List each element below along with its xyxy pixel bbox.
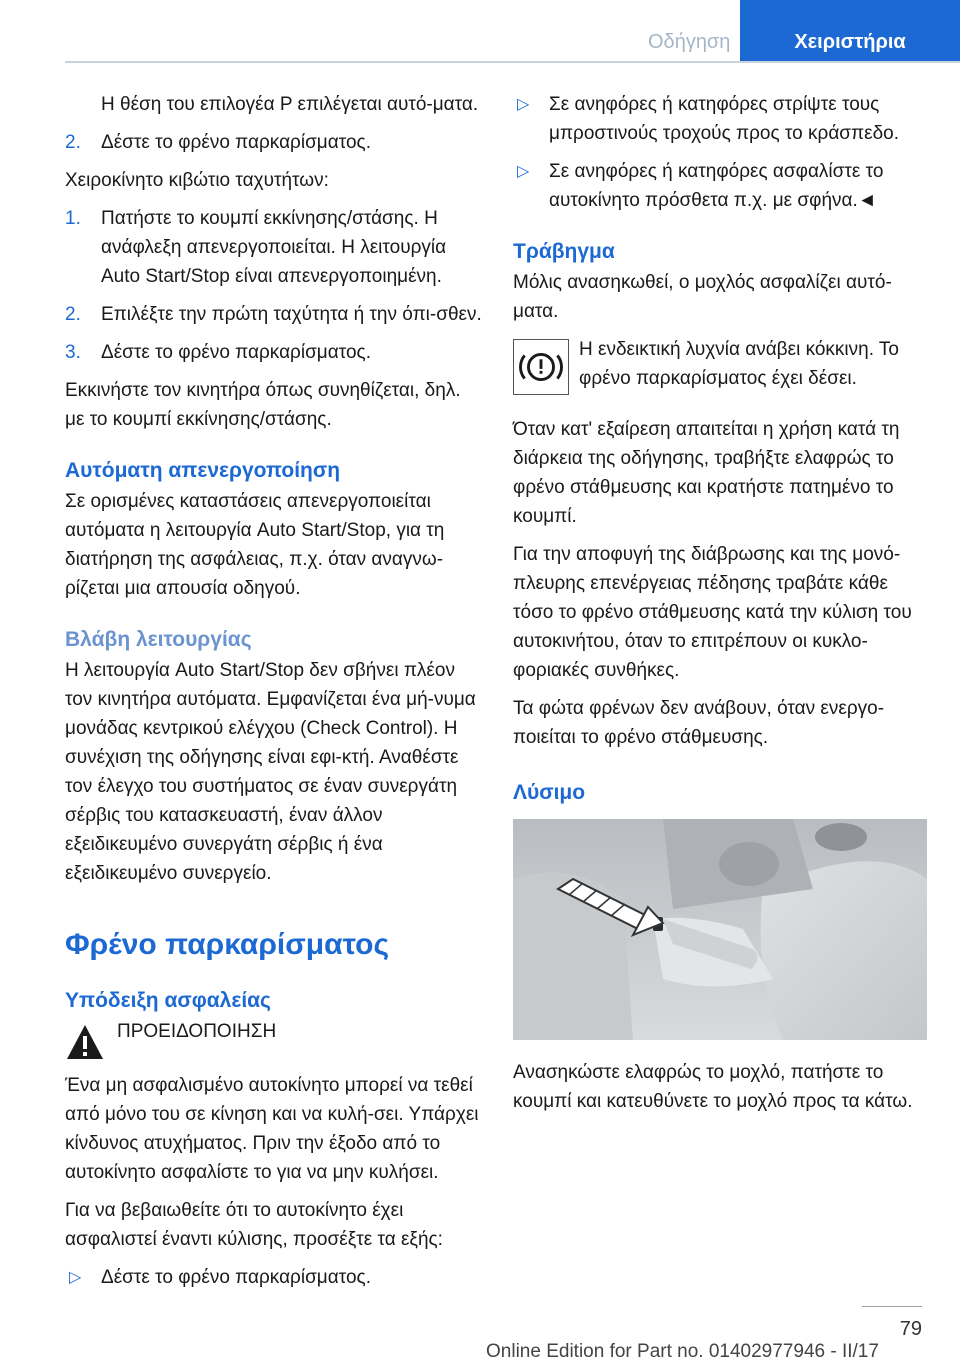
- heading-auto-off: Αυτόματη απενεργοποίηση: [65, 459, 341, 482]
- paragraph-lights: Τα φώτα φρένων δεν ανάβουν, όταν ενεργο-ποιείται το φρένο στάθμευσης.: [513, 698, 885, 748]
- paragraph-wear: Για την αποφυγή της διάβρωσης και της μονό-πλευρης επενέργειας πέδησης τραβάτε κάθε τόσο το φρένο στάθμευσης κατά την κύλιση του αυτοκινήτου, όταν το επιτρέπουν οι κυκλο-φοριακές συνθήκες.: [513, 544, 912, 681]
- heading-release: Λύσιμο: [513, 781, 586, 804]
- list-item: [65, 128, 485, 157]
- paragraph-exception: Όταν κατ' εξαίρεση απαιτείται η χρήση κατά τη διάρκεια της οδήγησης, τραβήξτε ελαφρώς το φρένο στάθμευσης και κρατήστε πατημένο το κουμπί.: [513, 419, 900, 527]
- list-text: Πατήστε το κουμπί εκκίνησης/στάσης. Η ανάφλεξη απενεργοποιείται. Η λειτουργία Auto Start/Stop είναι απενεργοποιημένη.: [101, 208, 447, 287]
- header-rule: [65, 61, 960, 63]
- page-number: 79: [899, 1318, 922, 1340]
- triangle-bullet-icon: ▷: [69, 1269, 82, 1286]
- list-item: [65, 338, 485, 367]
- paragraph-fault: Η λειτουργία Auto Start/Stop δεν σβήνει πλέον τον κινητήρα αυτόματα. Εμφανίζεται ένα μή-νυμα μονάδας κεντρικού ελέγχου (Check Control). Η συνέχιση της οδήγησης είναι εφι-κτή. Αναθέστε τον έλεγχο του συστήματος σε έναν συνεργάτη σέρβις του κατασκευαστή, έναν άλλον εξειδικευμένο συνεργάτη σέρβις ή ένα εξειδικευμένο συνεργείο.: [65, 660, 476, 884]
- bullet-text: Δέστε το φρένο παρκαρίσματος.: [101, 1267, 371, 1288]
- heading-safety: Υπόδειξη ασφαλείας: [65, 989, 271, 1012]
- heading-pull: Τράβηγμα: [513, 240, 615, 263]
- bullet-text: Σε ανηφόρες ή κατηφόρες στρίψτε τους μπροστινούς τροχούς προς το κράσπεδο.: [549, 94, 900, 144]
- bullet-item: [513, 90, 933, 148]
- bullet-item: [513, 157, 933, 215]
- left-column: [65, 90, 485, 1301]
- warning-block: [65, 1017, 485, 1075]
- paragraph-secure: Για να βεβαιωθείτε ότι το αυτοκίνητο έχει ασφαλιστεί έναντι κύλισης, προσέξτε τα εξής:: [65, 1200, 443, 1250]
- warning-label: ΠΡΟΕΙΔΟΠΟΙΗΣΗ: [117, 1021, 277, 1042]
- bullet-item: [65, 1263, 485, 1292]
- list-number: 2.: [65, 132, 81, 153]
- list-text: Δέστε το φρένο παρκαρίσματος.: [101, 342, 371, 363]
- footer-rule: [862, 1306, 922, 1307]
- lamp-text: Η ενδεικτική λυχνία ανάβει κόκκινη. Το φρένο παρκαρίσματος έχει δέσει.: [579, 339, 899, 389]
- tab-controls[interactable]: Χειριστήρια: [740, 0, 960, 61]
- right-column: [513, 90, 933, 1125]
- section-title-parking-brake: Φρένο παρκαρίσματος: [65, 928, 390, 961]
- list-item: [65, 204, 485, 291]
- tab-driving[interactable]: Οδήγηση: [648, 31, 731, 53]
- heading-fault: Βλάβη λειτουργίας: [65, 628, 252, 651]
- list-number: 2.: [65, 304, 81, 325]
- edition-note: Online Edition for Part no. 01402977946 - II/17: [486, 1341, 879, 1362]
- triangle-bullet-icon: ▷: [517, 163, 530, 180]
- paragraph-restart: Εκκινήστε τον κινητήρα όπως συνηθίζεται, δηλ. με το κουμπί εκκίνησης/στάσης.: [65, 380, 461, 430]
- parking-brake-lever-photo: [513, 819, 927, 1040]
- paragraph-release: Ανασηκώστε ελαφρώς το μοχλό, πατήστε το κουμπί και κατευθύνετε το μοχλό προς τα κάτω.: [513, 1062, 913, 1112]
- list-text: Επιλέξτε την πρώτη ταχύτητα ή την όπι-σθεν.: [101, 304, 482, 325]
- list-item: [65, 300, 485, 329]
- list-number: 1.: [65, 208, 81, 229]
- list-number: 3.: [65, 342, 81, 363]
- paragraph-auto-off: Σε ορισμένες καταστάσεις απενεργοποιείται αυτόματα η λειτουργία Auto Start/Stop, για τη διατήρηση της ασφάλειας, π.χ. όταν αναγνω-ρίζεται μια απουσία οδηγού.: [65, 491, 445, 599]
- warning-triangle-icon: [65, 1023, 105, 1061]
- triangle-bullet-icon: ▷: [517, 96, 530, 113]
- paragraph-selector-p: Η θέση του επιλογέα P επιλέγεται αυτό-ματα.: [101, 94, 479, 115]
- section-tabs: [624, 0, 960, 61]
- warning-text: Ένα μη ασφαλισμένο αυτοκίνητο μπορεί να τεθεί από μόνο του σε κίνηση και να κυλή-σει. Υπάρχει κίνδυνος ατυχήματος. Πριν την έξοδο από το αυτοκίνητο ασφαλίστε το για να μην κυλήσει.: [65, 1075, 479, 1183]
- paragraph-manual-intro: Χειροκίνητο κιβώτιο ταχυτήτων:: [65, 170, 329, 191]
- bullet-text: Σε ανηφόρες ή κατηφόρες ασφαλίστε το αυτοκίνητο πρόσθετα π.χ. με σφήνα.◄: [549, 161, 884, 211]
- indicator-lamp-block: [513, 335, 933, 401]
- paragraph-pull: Μόλις ανασηκωθεί, ο μοχλός ασφαλίζει αυτό-ματα.: [513, 272, 892, 322]
- parking-brake-lamp-icon: [513, 339, 569, 395]
- list-text: Δέστε το φρένο παρκαρίσματος.: [101, 132, 371, 153]
